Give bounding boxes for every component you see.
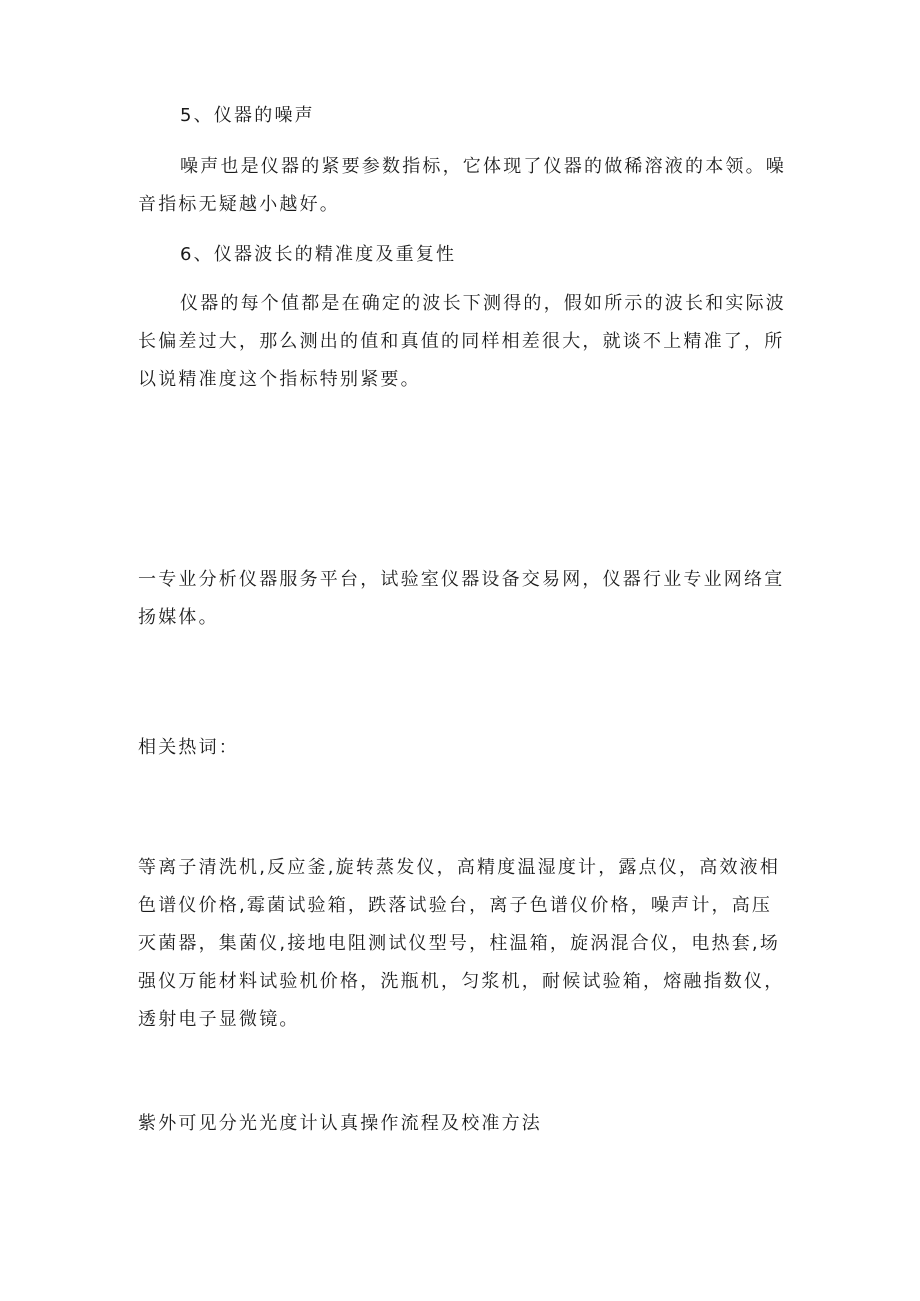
hot-words-list: 等离子清洗机,反应釜,旋转蒸发仪，高精度温湿度计，露点仪，高效液相色谱仪价格,霉菌试验箱，跌落试验台，离子色谱仪价格，噪声计，高压灭菌器，集菌仪,接地电阻测试仪型号，柱温箱，旋涡混合仪，电热套,场强仪万能材料试验机价格，洗瓶机，匀浆机，耐候试验箱，熔融指数仪，透射电子显微镜。: [138, 857, 785, 1030]
section-heading-noise: 5、仪器的噪声: [180, 105, 315, 126]
section-heading-wavelength: 6、仪器波长的精准度及重复性: [180, 244, 457, 265]
footer-title: 紫外可见分光光度计认真操作流程及校准方法: [138, 1113, 542, 1134]
section-body-wavelength: 仪器的每个值都是在确定的波长下测得的，假如所示的波长和实际波长偏差过大，那么测出的值和真值的同样相差很大，就谈不上精准了，所以说精准度这个指标特别紧要。: [138, 293, 786, 390]
hot-words-label: 相关热词：: [138, 737, 239, 758]
platform-description: 一专业分析仪器服务平台，试验室仪器设备交易网，仪器行业专业网络宣扬媒体。: [138, 569, 785, 628]
section-body-noise: 噪声也是仪器的紧要参数指标，它体现了仪器的做稀溶液的本领。噪音指标无疑越小越好。: [138, 156, 786, 215]
